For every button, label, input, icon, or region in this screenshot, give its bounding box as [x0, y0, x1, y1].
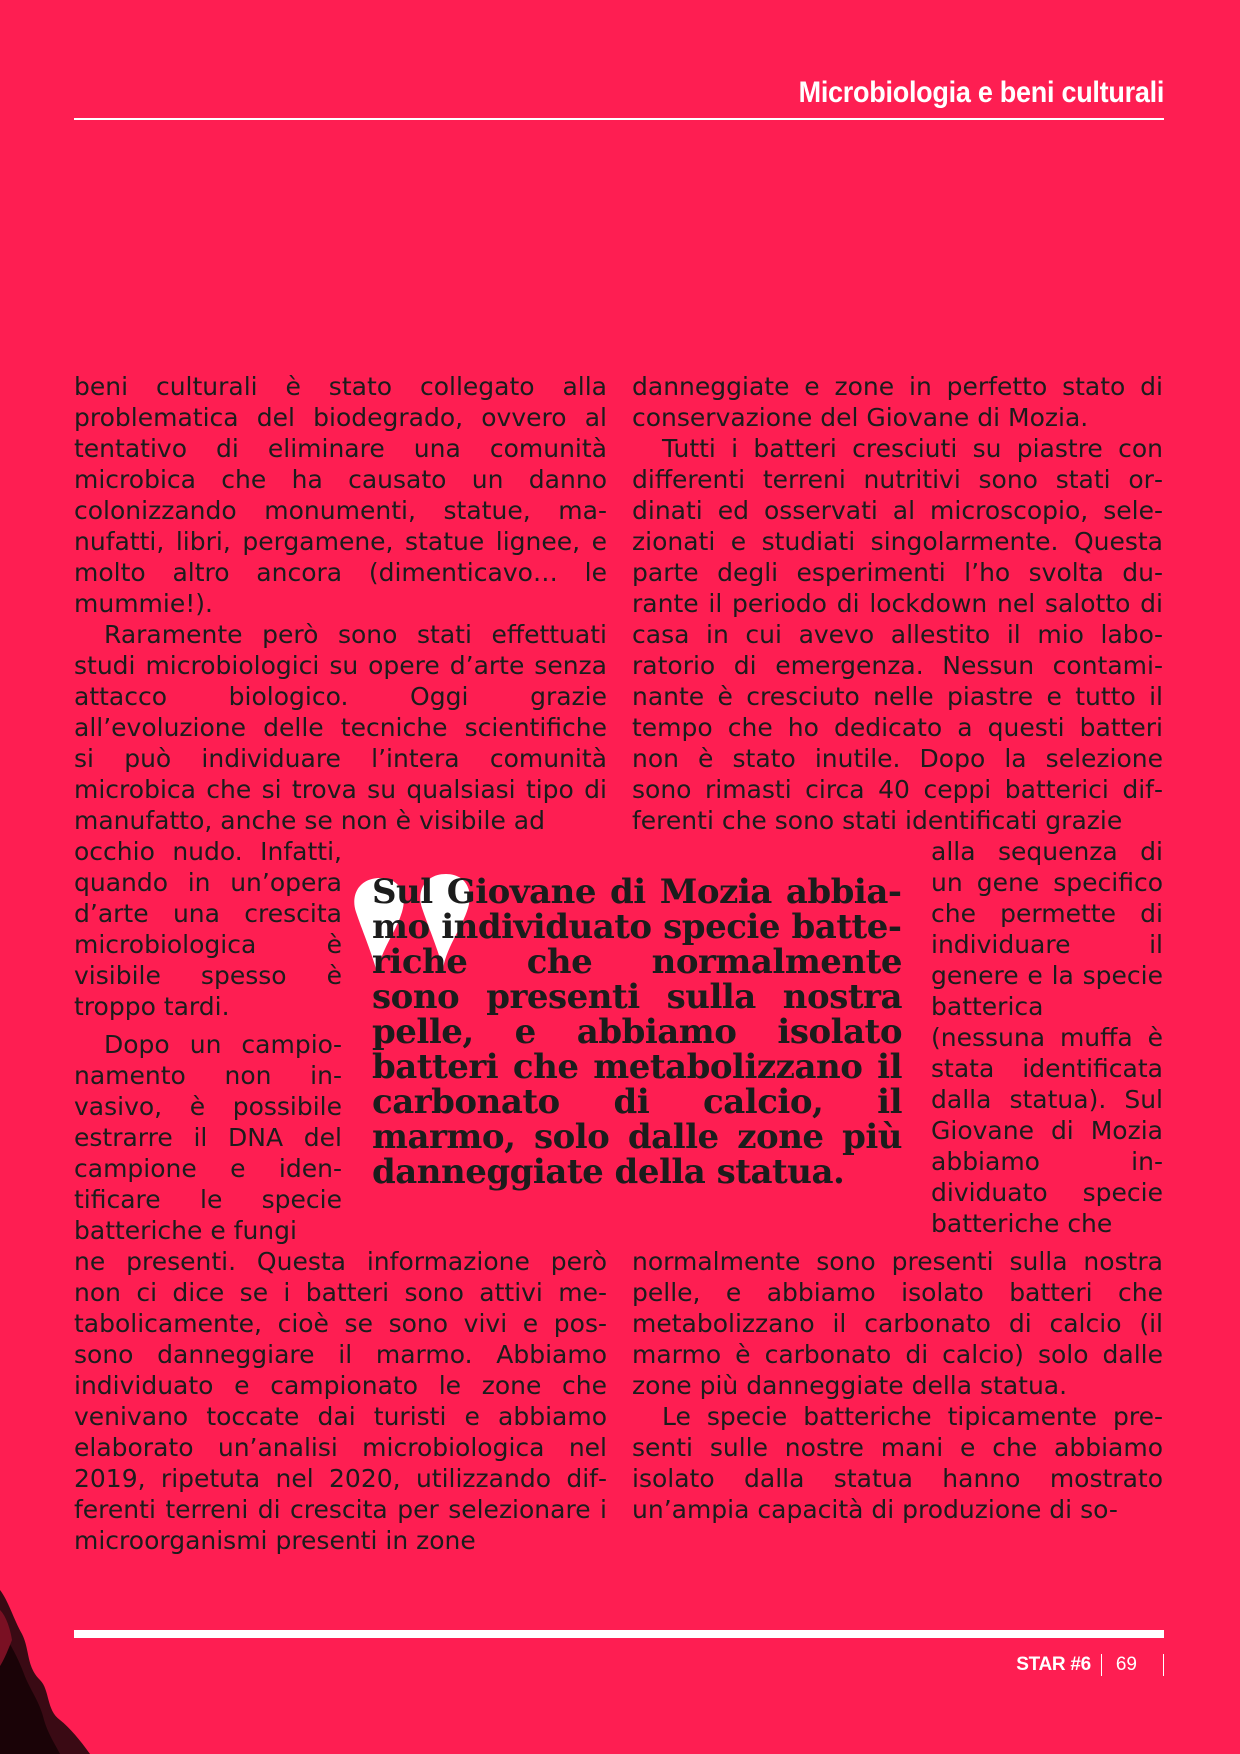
col1-paragraph-3-continued: ne presenti. Questa informazione però non ci dice se i batteri sono attivi metabolicamente, cioè se sono vivi e possono danneggiare il marmo. Abbiamo individuato e campionato le zone che venivano toccate dai turisti e abbiamo elaborato un’analisi microbiologica nel 2019, ripetuta nel 2020, utilizzando differenti terreni di crescita per selezionare i microorganismi presenti in zone	[74, 1247, 607, 1555]
col2-paragraph-3: Le specie batteriche tipicamente presenti sulle nostre mani e che abbiamo isolato dalla statua hanno mostrato un’ampia capacità di produzione di so-	[632, 1402, 1163, 1524]
col2-paragraph-2: Tutti i batteri cresciuti su piastre con differenti terreni nutritivi sono stati ordinati ed osservati al microscopio, selezionati e studiati singolarmente. Questa parte degli esperimenti l’ho svolta durante il periodo di lockdown nel salotto di casa in cui avevo allestito il mio laboratorio di emergenza. Nessun contaminante è cresciuto nelle piastre e tutto il tempo che ho dedicato a questi batteri non è stato inutile. Dopo la selezione sono rimasti circa 40 ceppi batterici differenti che sono stati identificati grazie	[632, 434, 1163, 835]
col1-paragraph-3: Dopo un campionamento non invasivo, è possibile estrarre il DNA del campione e identificare le specie batteriche e fungi	[74, 1030, 342, 1245]
footer	[1016, 1652, 1164, 1678]
page-number: 69	[1115, 1654, 1137, 1675]
col2-paragraph-2-continued: alla sequenza di un gene specifico che permette di individuare il genere e la specie batterica (nessuna muffa è stata identificata dalla statua). Sul Giovane di Mozia abbiamo individuato specie batteriche che	[931, 837, 1163, 1238]
col2-paragraph-2-end: normalmente sono presenti sulla nostra pelle, e abbiamo isolato batteri che metabolizzano il carbonato di calcio (il marmo è carbonato di calcio) solo dalle zone più danneggiate della statua.	[632, 1247, 1163, 1400]
col1-paragraph-2-continued: occhio nudo. Infatti, quando in un’opera d’arte una crescita microbiologica è visibile spesso è troppo tardi.	[74, 837, 342, 1021]
footer-rule	[74, 1630, 1164, 1638]
ink-blot-decoration	[0, 1570, 120, 1754]
pull-quote: Sul Giovane di Mozia abbiamo individuato specie batteriche che normalmente sono presenti sulla nostra pelle, e abbiamo isolato batteri che metabolizzano il carbonato di calcio, il marmo, solo dalle zone più danneggiate della statua.	[372, 872, 902, 1192]
header-rule	[74, 118, 1164, 120]
footer-end-divider	[1163, 1654, 1164, 1676]
col1-paragraph-2: Raramente però sono stati effettuati studi microbiologici su opere d’arte senza attacco biologico. Oggi grazie all’evoluzione delle tecniche scientifiche si può individuare l’intera comunità microbica che si trova su qualsiasi tipo di manufatto, anche se non è visibile ad	[74, 620, 607, 835]
section-title: Microbiologia e beni culturali	[798, 76, 1164, 109]
col2-paragraph-1: danneggiate e zone in perfetto stato di conservazione del Giovane di Mozia.	[632, 372, 1163, 432]
footer-divider	[1101, 1654, 1102, 1676]
magazine-issue: STAR #6	[1016, 1654, 1091, 1675]
col1-paragraph-1: beni culturali è stato collegato alla problematica del biodegrado, ovvero al tentativo di eliminare una comunità microbica che ha causato un danno colonizzando monumenti, statue, manufatti, libri, pergamene, statue lignee, e molto altro ancora (dimenticavo… le mummie!).	[74, 372, 607, 618]
